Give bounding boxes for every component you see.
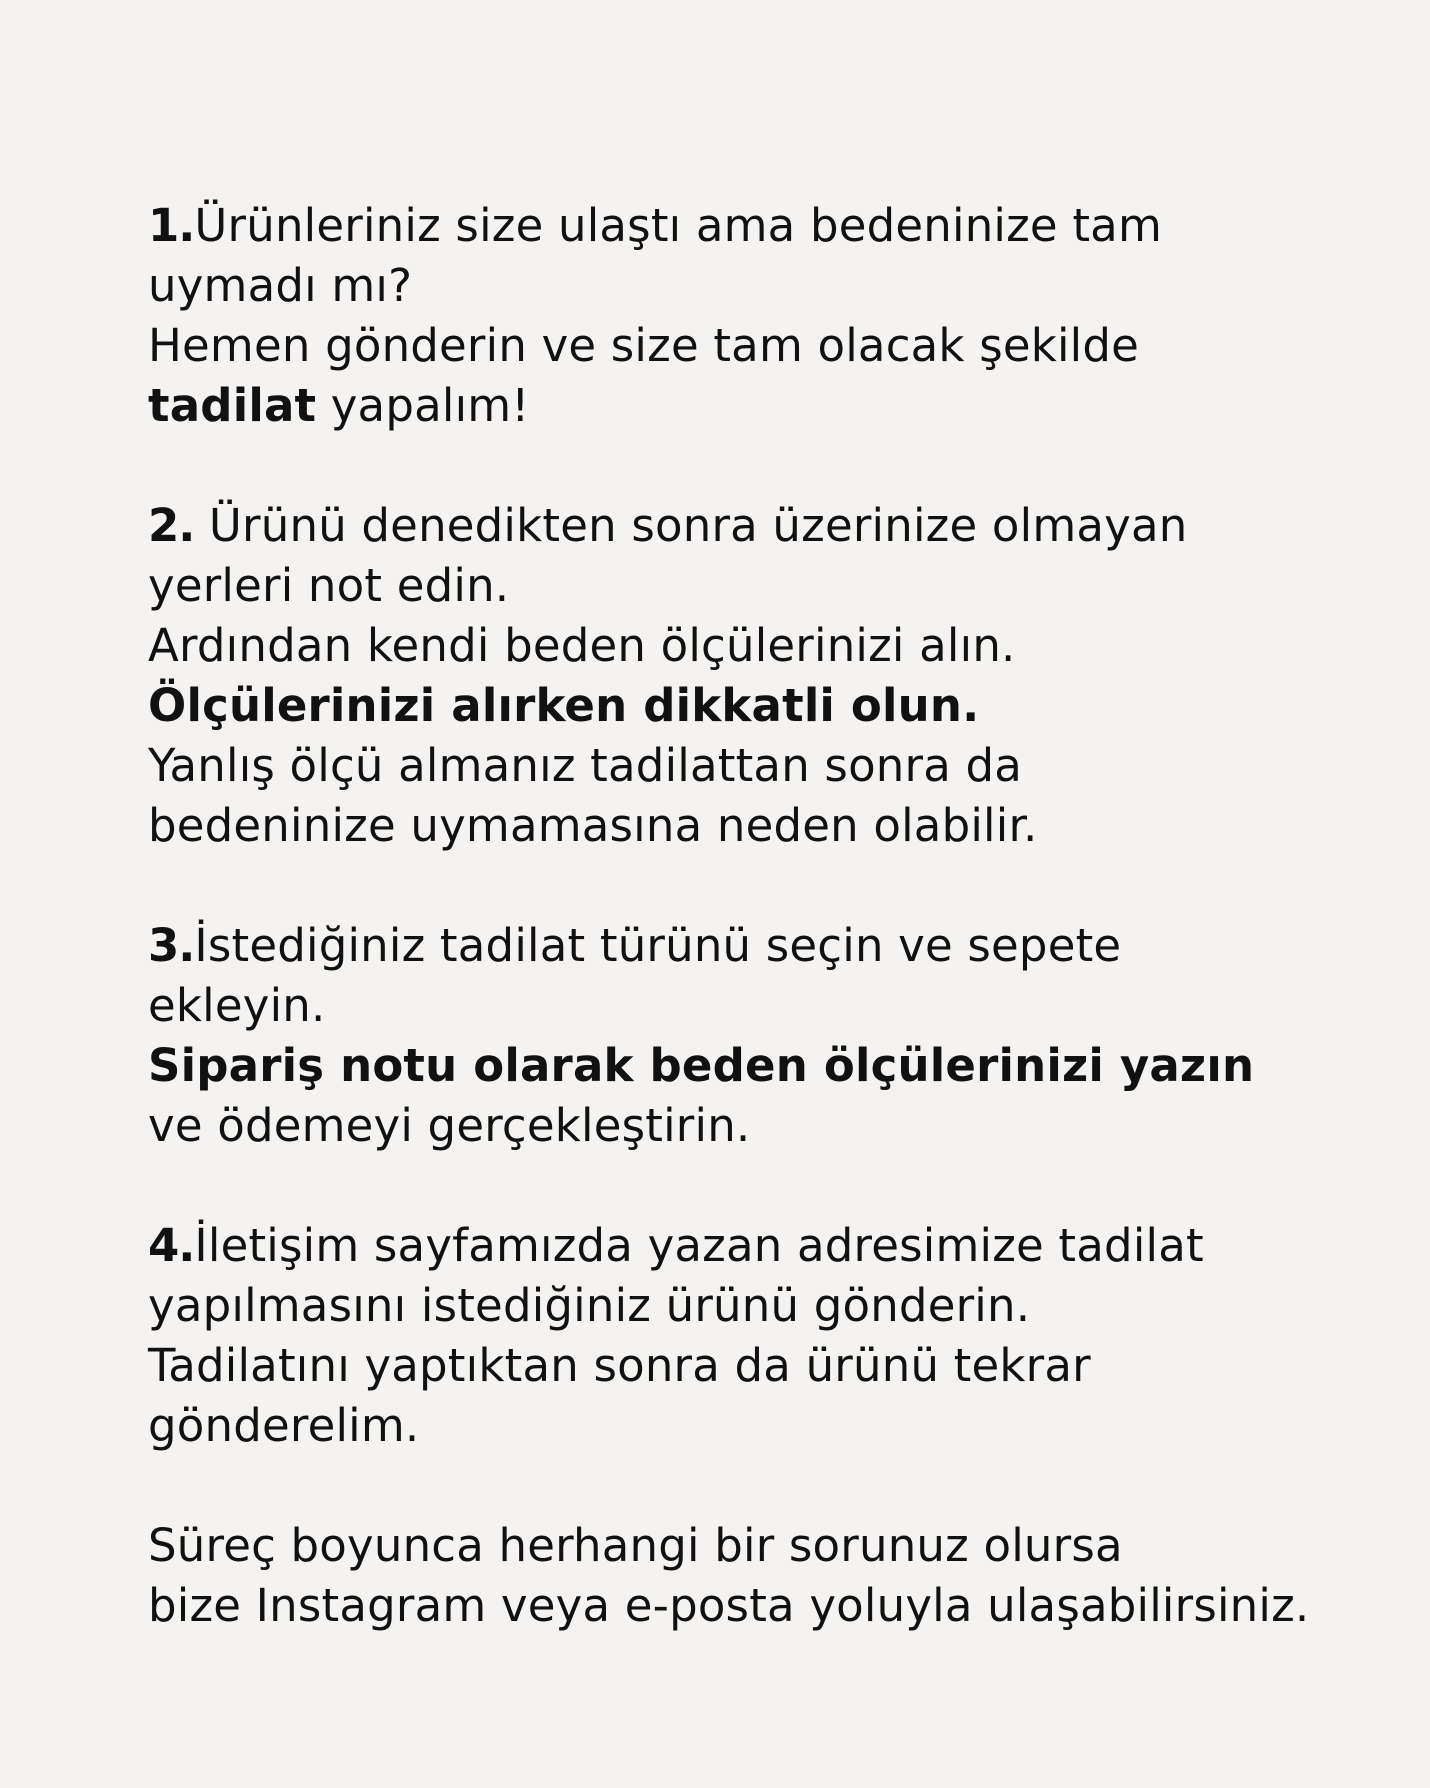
step-number: 2. <box>148 499 195 552</box>
step-3-line-2: ekleyin. <box>148 979 326 1032</box>
step-text: yapalım! <box>316 379 530 432</box>
step-number: 4. <box>148 1219 195 1272</box>
step-2-emphasis-line: Ölçülerinizi alırken dikkatli olun. <box>148 679 980 732</box>
step-1-line-3: Hemen gönderin ve size tam olacak şekilde <box>148 319 1140 372</box>
step-3-line-4: ve ödemeyi gerçekleştirin. <box>148 1099 751 1152</box>
step-text: Ürünü denedikten sonra üzerinize olmayan <box>194 499 1188 552</box>
step-4 <box>148 1216 1398 1456</box>
step-text: İletişim sayfamızda yazan adresimize tadilat <box>194 1219 1204 1272</box>
footer-note <box>148 1516 1398 1636</box>
step-3 <box>148 916 1398 1156</box>
step-number: 1. <box>148 199 195 252</box>
step-2-line-5: Yanlış ölçü almanız tadilattan sonra da <box>148 739 1023 792</box>
step-4-line-1 <box>148 1216 1398 1276</box>
step-text: Ürünleriniz size ulaştı ama bedeninize tam <box>194 199 1162 252</box>
step-1 <box>148 196 1398 436</box>
footer-line-2: bize Instagram veya e-posta yoluyla ulaşabilirsiniz. <box>148 1579 1310 1632</box>
step-2-line-6: bedeninize uymamasına neden olabilir. <box>148 799 1038 852</box>
footer-line-1: Süreç boyunca herhangi bir sorunuz olursa <box>148 1519 1123 1572</box>
step-2-line-1 <box>148 496 1398 556</box>
step-1-line-2: uymadı mı? <box>148 259 413 312</box>
step-2-line-3: Ardından kendi beden ölçülerinizi alın. <box>148 619 1016 672</box>
step-3-emphasis-line: Sipariş notu olarak beden ölçülerinizi yazın <box>148 1039 1255 1092</box>
emphasis-text: tadilat <box>148 379 317 432</box>
instructions-document <box>148 196 1398 1636</box>
step-3-line-1 <box>148 916 1398 976</box>
step-text: İstediğiniz tadilat türünü seçin ve sepete <box>194 919 1122 972</box>
step-2-line-2: yerleri not edin. <box>148 559 510 612</box>
step-1-line-4 <box>148 376 1398 436</box>
step-4-line-4: gönderelim. <box>148 1399 420 1452</box>
step-2 <box>148 496 1398 856</box>
step-4-line-3: Tadilatını yaptıktan sonra da ürünü tekrar <box>148 1339 1091 1392</box>
step-1-line-1 <box>148 196 1398 256</box>
step-4-line-2: yapılmasını istediğiniz ürünü gönderin. <box>148 1279 1031 1332</box>
step-number: 3. <box>148 919 195 972</box>
